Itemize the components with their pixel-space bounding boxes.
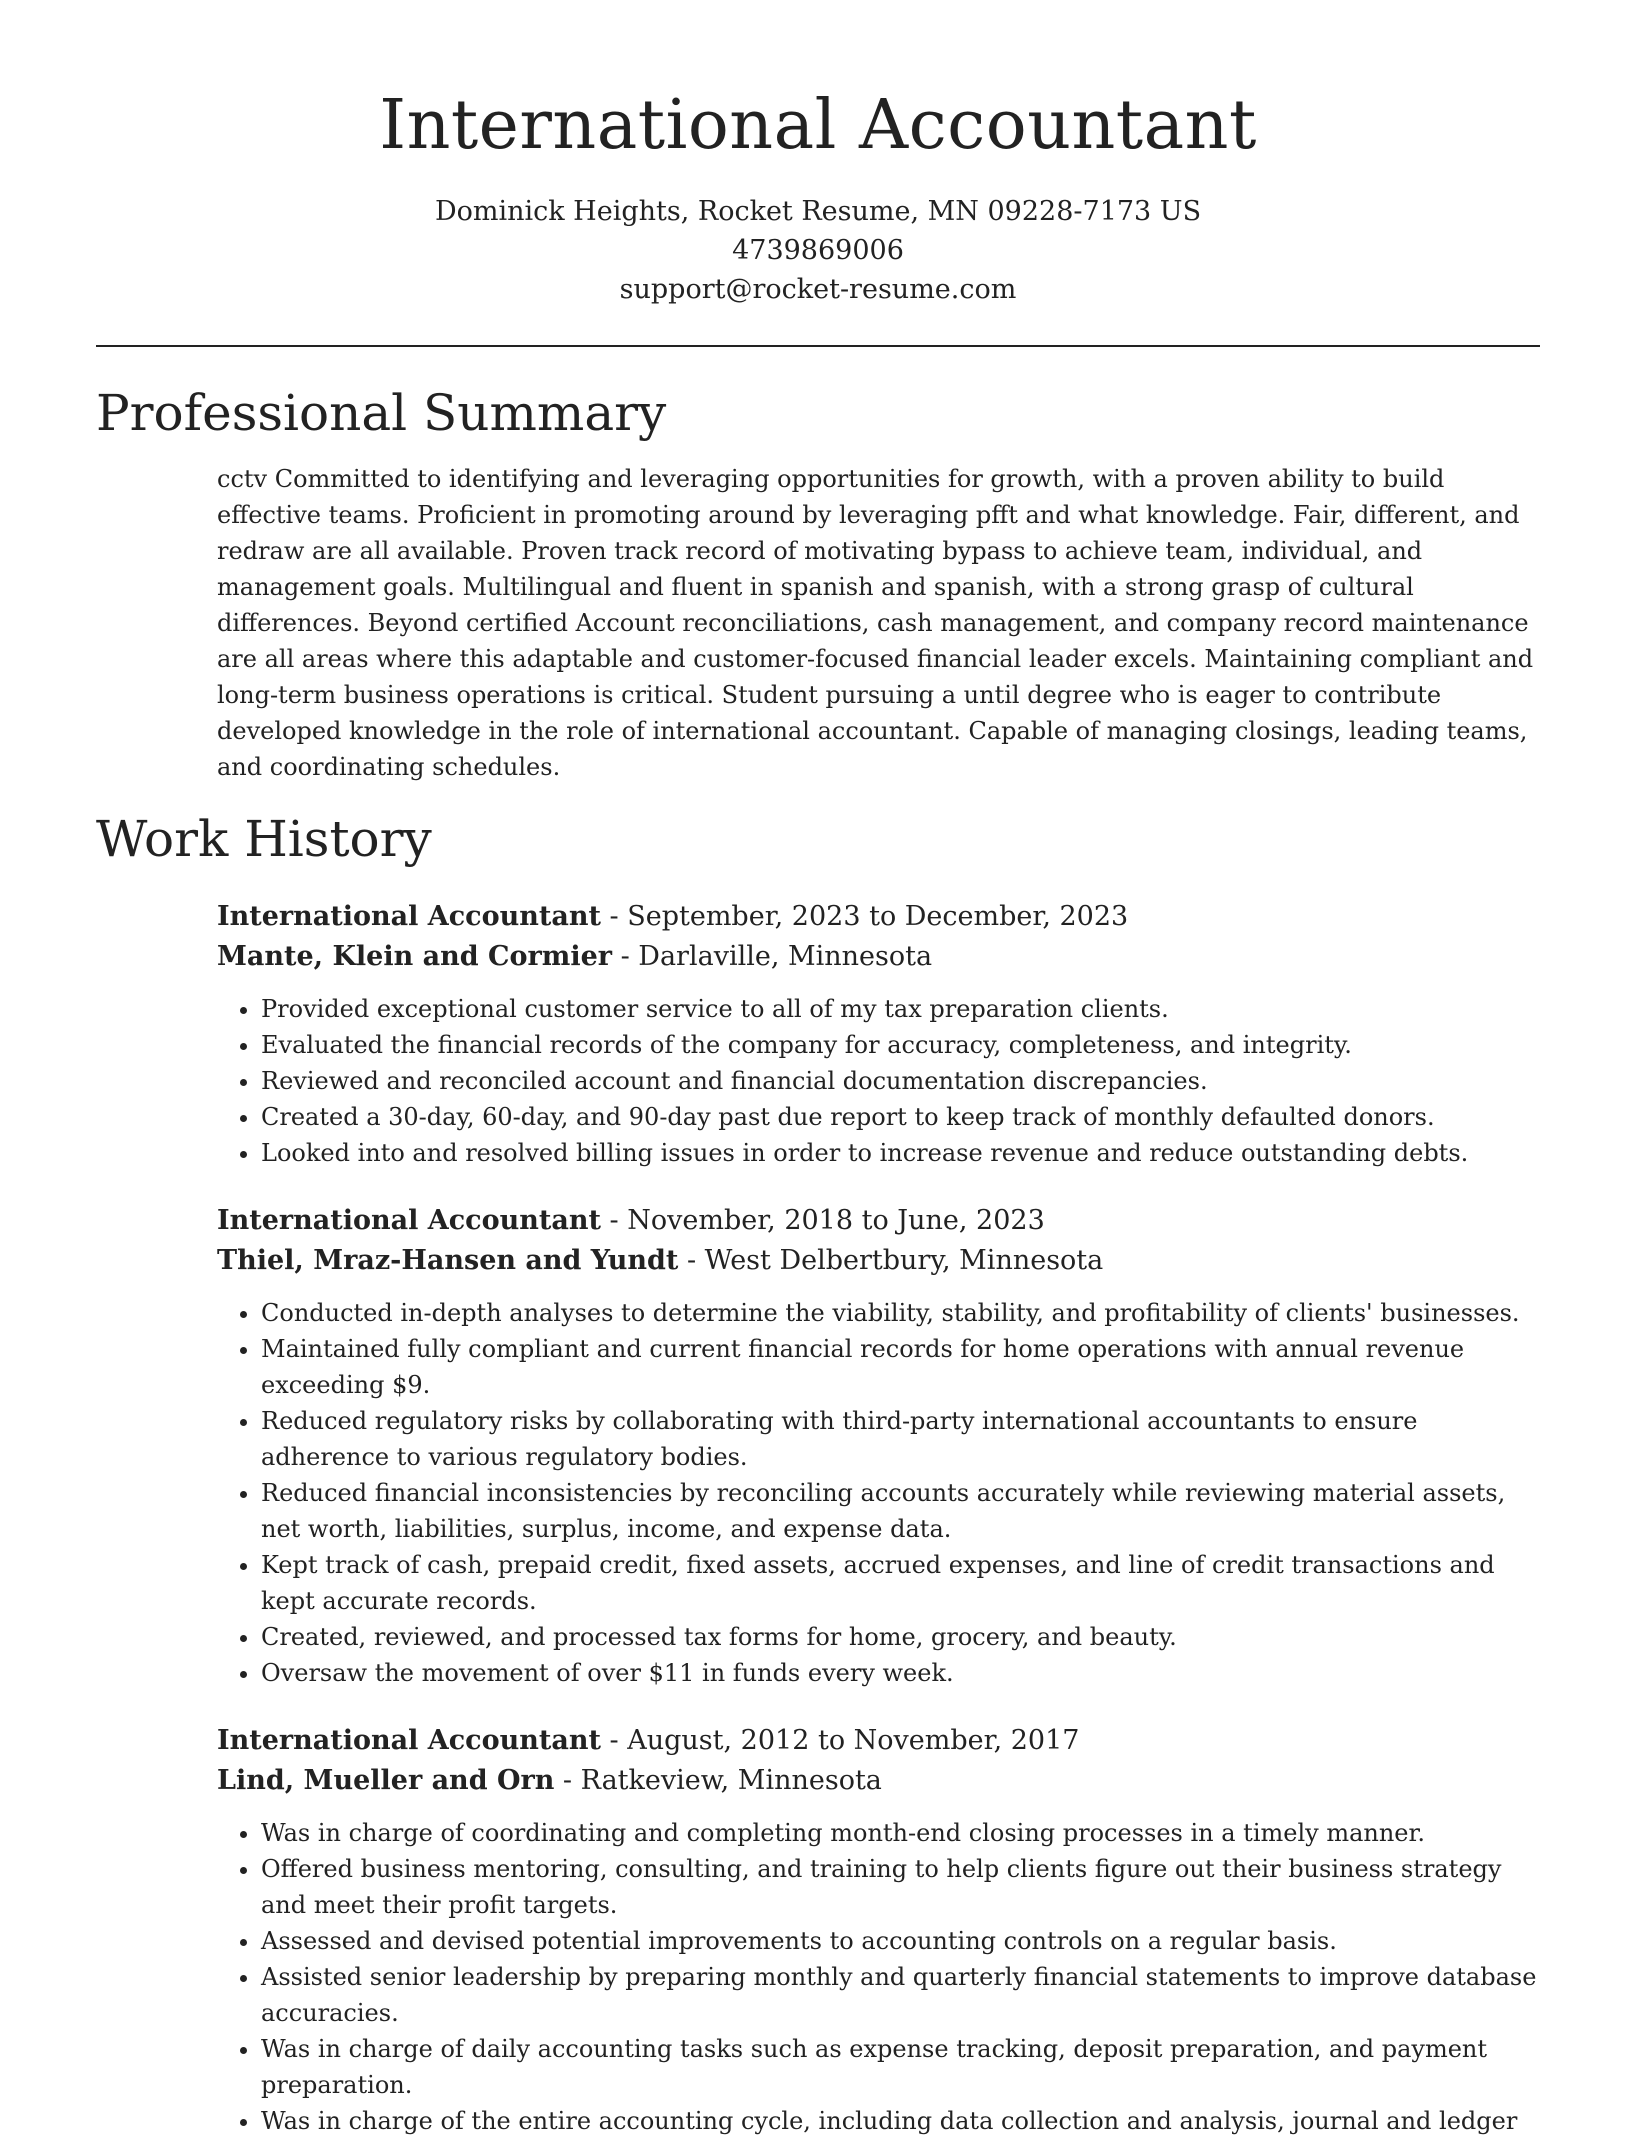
job-location: - West Delbertbury, Minnesota [678,1245,1104,1276]
job-bullet: • Conducted in-depth analyses to determine the viability, stability, and profitability of clients' businesses. [261,1295,1537,1331]
contact-phone: 4739869006 [732,235,904,266]
job-bullet: • Maintained fully compliant and current financial records for home operations with annual revenue exceeding $9. [261,1331,1537,1403]
contact-email: support@rocket-resume.com [619,274,1017,305]
job-bullet: • Created, reviewed, and processed tax forms for home, grocery, and beauty. [261,1619,1537,1655]
job-bullet: • Assisted senior leadership by preparing monthly and quarterly financial statements to improve database accuracies. [261,1959,1537,2031]
resume-page [96,0,1540,2139]
job-bullet: • Looked into and resolved billing issues in order to increase revenue and reduce outstanding debts. [261,1135,1537,1171]
job-bullet: • Offered business mentoring, consulting, and training to help clients figure out their business strategy and meet their profit targets. [261,1851,1537,1923]
header-divider [96,345,1540,347]
summary-section [217,461,1537,785]
job-role-line [217,897,1537,937]
summary-text: cctv Committed to identifying and leveraging opportunities for growth, with a proven ability to build effective teams. Proficient in promoting around by leveraging pfft and what knowledge. Fair, different, and redraw are all available. Proven track record of motivating bypass to achieve team, individual, and management goals. Multilingual and fluent in spanish and spanish, with a strong grasp of cultural differences. Beyond certified Account reconciliations, cash management, and company record maintenance are all areas where this adaptable and customer-focused financial leader excels. Maintaining compliant and long-term business operations is critical. Student pursuing a until degree who is eager to contribute developed knowledge in the role of international accountant. Capable of managing closings, leading teams, and coordinating schedules. [217,465,1534,781]
candidate-title: International Accountant [379,86,1257,165]
job-bullets [217,1815,1537,2139]
job-company-line [217,937,1537,977]
work-history-heading: Work History [96,810,432,868]
job-role: International Accountant [217,1725,601,1756]
job-bullets [217,1295,1537,1691]
job-bullet: • Assessed and devised potential improvements to accounting controls on a regular basis. [261,1923,1537,1959]
job-bullet: • Created a 30-day, 60-day, and 90-day past due report to keep track of monthly defaulted donors. [261,1099,1537,1135]
job-location: - Ratkeview, Minnesota [554,1765,882,1796]
job-bullet: • Was in charge of daily accounting tasks such as expense tracking, deposit preparation, and payment preparation. [261,2031,1537,2103]
job-bullet: • Reduced regulatory risks by collaborating with third-party international accountants to ensure adherence to various regulatory bodies. [261,1403,1537,1475]
job-role: International Accountant [217,901,601,932]
job-bullet: • Evaluated the financial records of the company for accuracy, completeness, and integrity. [261,1027,1537,1063]
job-bullet: • Was in charge of coordinating and completing month-end closing processes in a timely manner. [261,1815,1537,1851]
job-bullet: • Kept track of cash, prepaid credit, fixed assets, accrued expenses, and line of credit transactions and kept accurate records. [261,1547,1537,1619]
work-history-section [217,897,1537,2139]
job-dates: - August, 2012 to November, 2017 [600,1725,1080,1756]
job-bullet: • Reviewed and reconciled account and financial documentation discrepancies. [261,1063,1537,1099]
job-role: International Accountant [217,1205,601,1236]
job-location: - Darlaville, Minnesota [612,941,933,972]
job-company: Mante, Klein and Cormier [217,941,613,972]
job-company-line [217,1241,1537,1281]
job-role-line [217,1721,1537,1761]
job-entry [217,1721,1537,2139]
summary-heading: Professional Summary [96,384,667,442]
job-entry [217,897,1537,1171]
job-entry [217,1201,1537,1691]
job-bullet: • Was in charge of the entire accounting cycle, including data collection and analysis, journal and ledger [261,2103,1537,2139]
job-bullets [217,991,1537,1171]
job-role-line [217,1201,1537,1241]
job-dates: - September, 2023 to December, 2023 [600,901,1129,932]
job-company: Thiel, Mraz-Hansen and Yundt [217,1245,679,1276]
job-dates: - November, 2018 to June, 2023 [600,1205,1045,1236]
contact-address: Dominick Heights, Rocket Resume, MN 09228-7173 US [434,196,1202,227]
job-company-line [217,1761,1537,1801]
contact-block [96,192,1540,309]
job-bullet: • Provided exceptional customer service to all of my tax preparation clients. [261,991,1537,1027]
resume-header [96,0,1540,309]
job-bullet: • Reduced financial inconsistencies by reconciling accounts accurately while reviewing material assets, net worth, liabilities, surplus, income, and expense data. [261,1475,1537,1547]
job-company: Lind, Mueller and Orn [217,1765,555,1796]
job-bullet: • Oversaw the movement of over $11 in funds every week. [261,1655,1537,1691]
